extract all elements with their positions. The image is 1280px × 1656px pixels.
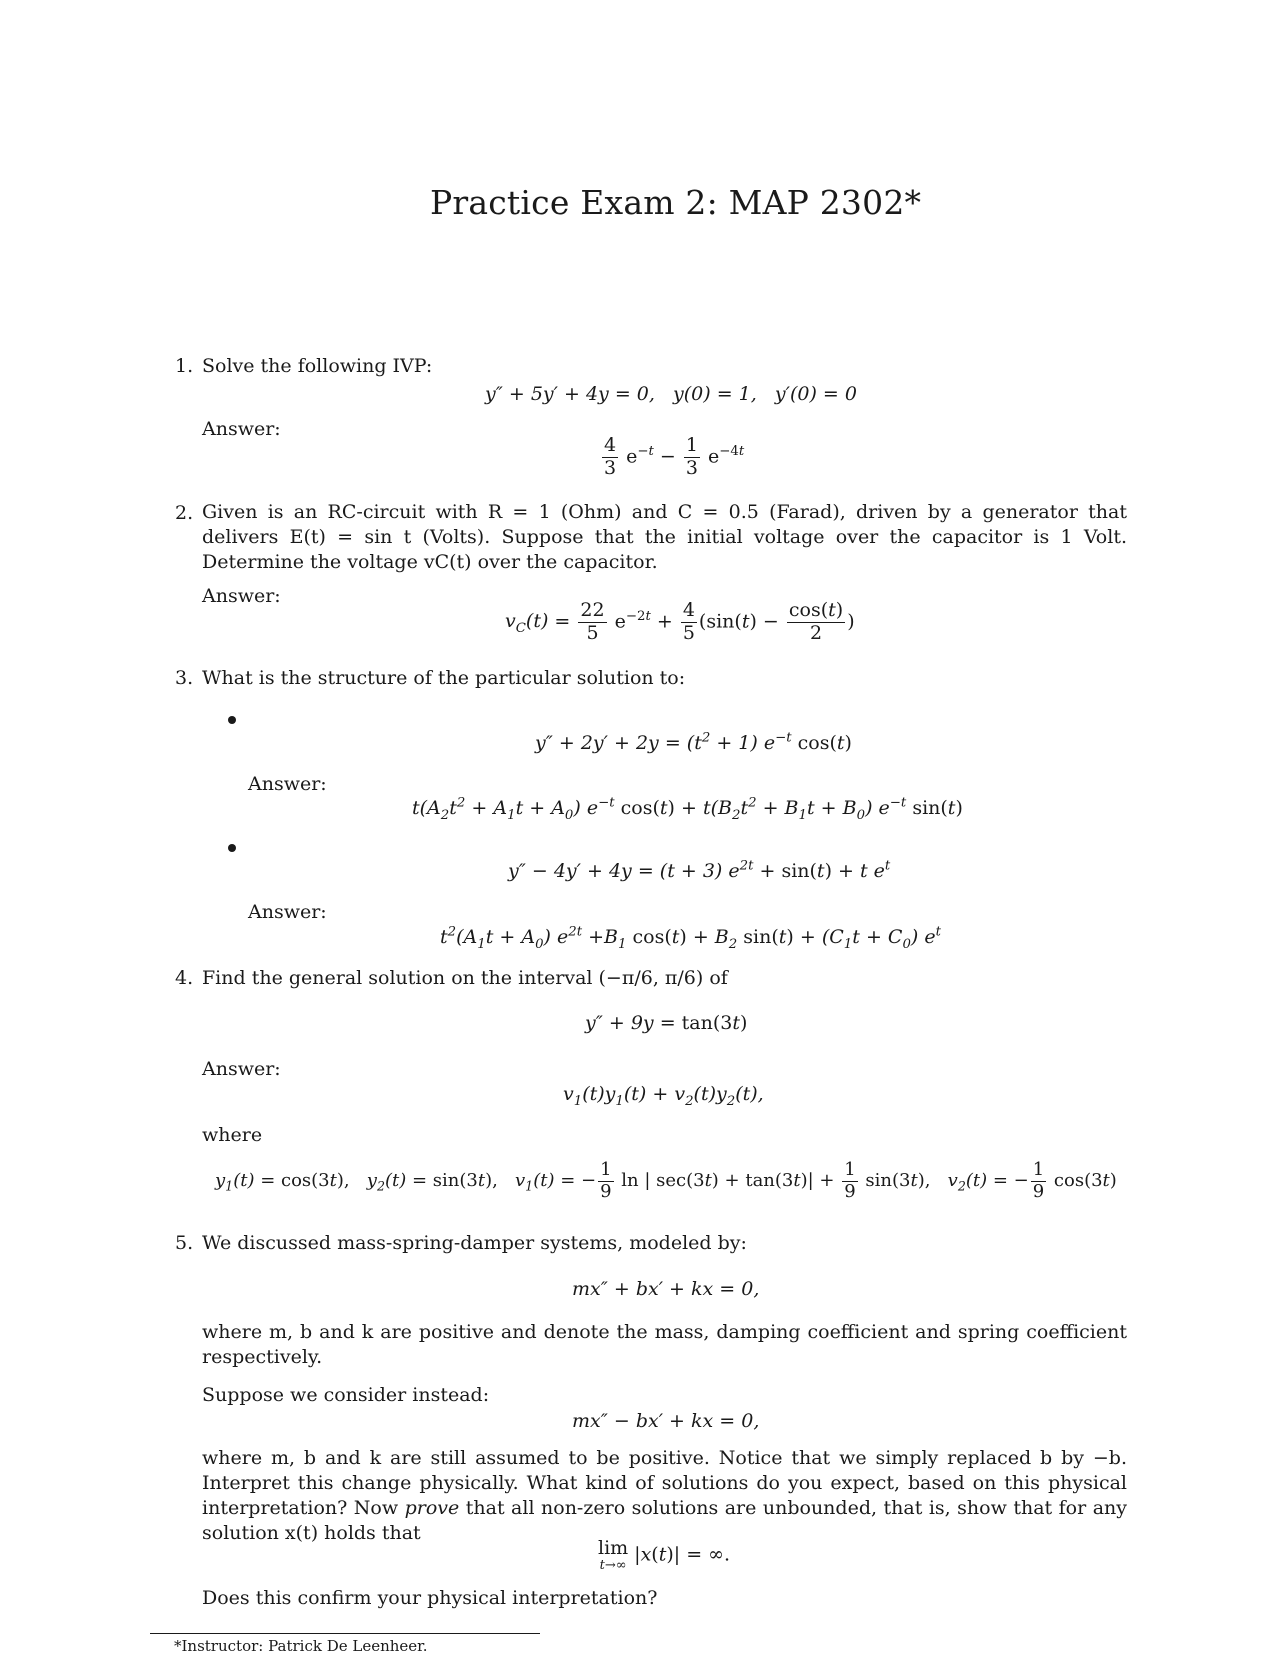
q3b-equation: y″ − 4y′ + 4y = (t + 3) $e^{2t} + \sin(t) + t$ $e^t$ xyxy=(508,858,891,882)
q2-number: 2. xyxy=(175,502,194,524)
q4-where: where xyxy=(202,1124,263,1146)
bullet-icon xyxy=(228,844,236,852)
q1-number: 1. xyxy=(175,355,194,377)
q4-equation: y″ + 9y = tan(3t) xyxy=(585,1012,748,1034)
footnote: *Instructor: Patrick De Leenheer. xyxy=(174,1637,428,1655)
q5-text: We discussed mass-spring-damper systems, modeled by: xyxy=(202,1232,747,1254)
q5-number: 5. xyxy=(175,1232,194,1254)
q3b-answer: $t^2(A_1t + A_0)$ $e^{2t} +B_1$ $\cos(t) + B_2$ $\sin(t) + (C_1t + C_0)$ $e^t$ xyxy=(440,924,941,952)
q2-text: Given is an RC-circuit with R = 1 (Ohm) and C = 0.5 (Farad), driven by a generator that delivers E(t) = sin t (Volts). Suppose that the initial voltage over the capacitor is 1 Volt. Determine the voltage vC(t) over the capacitor. xyxy=(202,501,1127,573)
q5-paragraph-1: where m, b and k are positive and denote the mass, damping coefficient and spring coefficient respectively. xyxy=(202,1321,1127,1368)
q1-answer-label: Answer: xyxy=(202,418,281,440)
q4-where-equation: $y_1(t) = \cos(3t)$, $y_2(t) = \sin(3t)$, $v_1(t)$ = − $\frac{1}{9}$ ln | sec(3t) + tan(3t)| + $\frac{1}{9}$ sin(3t), $v_2(t)$ = − $\frac{1}{9}$ cos(3t) xyxy=(215,1159,1117,1202)
bullet-icon xyxy=(228,716,236,724)
page-title: Practice Exam 2: MAP 2302* xyxy=(430,183,922,222)
q2-answer: $v_C(t)$ = $\frac{22}{5}$ $e^{-2t}$ + $\frac{4}{5}$ (sin(t) − $\frac{\cos(t)}{2}$ ) xyxy=(505,599,855,644)
q2-answer-label: Answer: xyxy=(202,585,281,607)
q3-text: What is the structure of the particular solution to: xyxy=(202,667,686,689)
q4-answer-label: Answer: xyxy=(202,1058,281,1080)
q3a-equation: $y'' + 2y' + 2y = (t^2 + 1)$ $e^{-t}$ cos(t) xyxy=(535,730,852,754)
q1-text: Solve the following IVP: xyxy=(202,355,433,377)
q3a-answer: $t(A_2t^2 + A_1t + A_0)$ $e^{-t}$ $\cos(t) + t(B_2t^2 + B_1t + B_0)$ $e^{-t}$ sin(t) xyxy=(412,795,963,823)
q1-answer: $\frac{4}{3}$ $e^{-t}$ − $\frac{1}{3}$ $e^{-4t}$ xyxy=(604,434,745,479)
q5-limit-equation: lim t→∞ |x(t)| = ∞. xyxy=(598,1537,731,1573)
q5-paragraph-2: Suppose we consider instead: xyxy=(202,1384,490,1406)
q5-paragraph-4: Does this confirm your physical interpretation? xyxy=(202,1587,658,1609)
q4-text: Find the general solution on the interval (−π/6, π/6) of xyxy=(202,967,728,989)
q3a-answer-label: Answer: xyxy=(248,773,327,795)
q5-equation-1: mx″ + bx′ + kx = 0, xyxy=(572,1278,760,1300)
q4-number: 4. xyxy=(175,967,194,989)
q4-answer: $v_1(t)y_1(t) + v_2(t)y_2(t)$, xyxy=(563,1083,764,1109)
q1-equation: y″ + 5y′ + 4y = 0, y(0) = 1, y′(0) = 0 xyxy=(485,383,857,405)
q3-number: 3. xyxy=(175,667,194,689)
q3b-answer-label: Answer: xyxy=(248,901,327,923)
footnote-rule xyxy=(150,1633,540,1634)
q5-equation-2: mx″ − bx′ + kx = 0, xyxy=(572,1410,760,1432)
q5-paragraph-3: where m, b and k are still assumed to be positive. Notice that we simply replaced b by −b. Interpret this change physically. What kind of solutions do you expect, based on this physical interpretation? Now prove that all non-zero solutions are unbounded, that is, show that for any solution x(t) holds that xyxy=(202,1447,1127,1544)
